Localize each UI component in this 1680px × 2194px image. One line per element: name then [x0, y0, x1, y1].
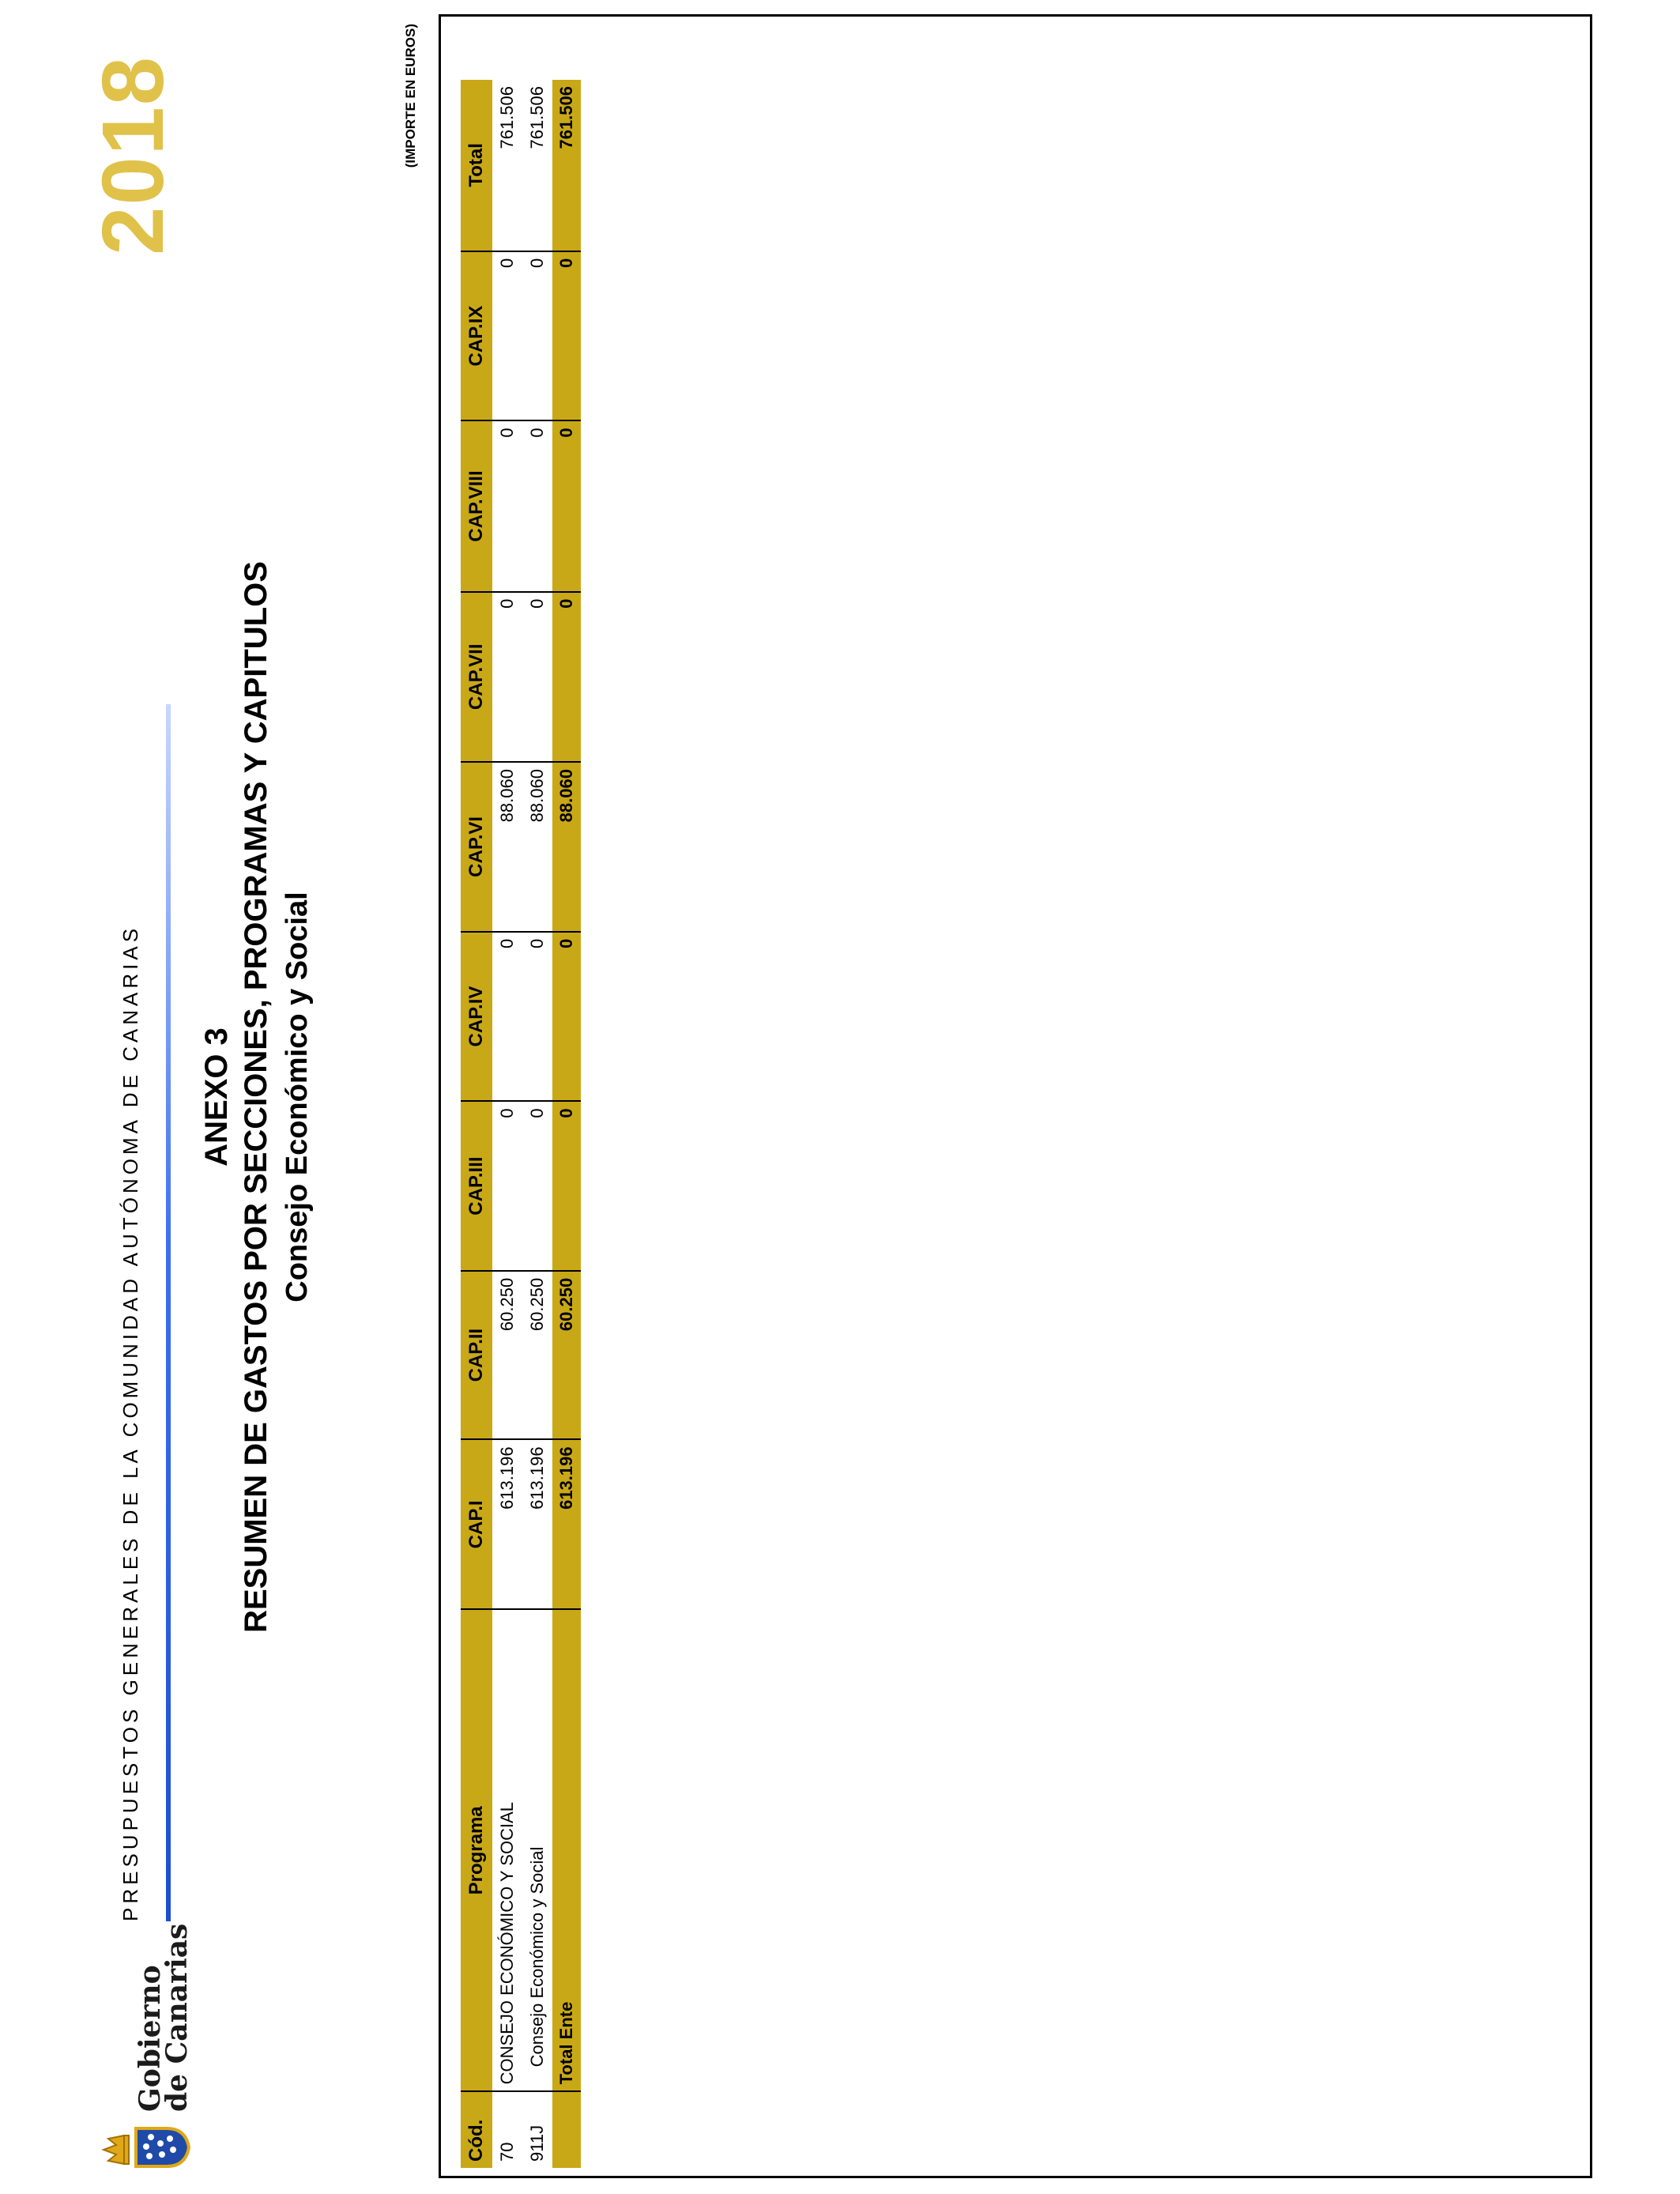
- coat-of-arms-icon: [134, 2126, 190, 2169]
- cell-cap-ix: 0: [552, 251, 581, 421]
- cell-cap-iii: 0: [552, 1101, 581, 1270]
- column-header: Cód.: [461, 2091, 492, 2168]
- column-header: CAP.VIII: [461, 420, 492, 591]
- cell-cod: 911J: [527, 2124, 547, 2162]
- cell-programa: CONSEJO ECONÓMICO Y SOCIAL: [492, 1609, 522, 2091]
- cell-total: 761.506: [552, 80, 581, 251]
- cell-cap-i: 613.196: [552, 1439, 581, 1609]
- budget-year: 2018: [85, 55, 182, 255]
- cell-cap-vii: 0: [552, 592, 581, 762]
- header-rule: [166, 704, 171, 1921]
- organization-header: PRESUPUESTOS GENERALES DE LA COMUNIDAD AUTÓNOMA DE CANARIAS: [119, 924, 142, 1921]
- column-header: CAP.III: [461, 1101, 492, 1270]
- cell-cap-vi: 88.060: [522, 762, 552, 932]
- cell-programa: Consejo Económico y Social: [522, 1609, 552, 2091]
- cell-cap-iii: 0: [522, 1101, 552, 1270]
- section-title: Consejo Económico y Social: [281, 892, 314, 1302]
- table-header-row: [461, 80, 492, 2168]
- report-title: RESUMEN DE GASTOS POR SECCIONES, PROGRAMAS Y CAPITULOS: [239, 561, 273, 1633]
- column-header: CAP.I: [461, 1439, 492, 1609]
- units-note: (IMPORTE EN EUROS): [403, 24, 418, 168]
- cell-cap-ii: 60.250: [522, 1271, 552, 1440]
- total-row: [552, 80, 581, 2168]
- cell-total: 761.506: [522, 80, 552, 251]
- cell-cap-i: 613.196: [492, 1439, 522, 1609]
- logo-line-2: de Canarias: [160, 1923, 194, 2112]
- cell-cap-ix: 0: [492, 251, 522, 421]
- column-header: Programa: [461, 1609, 492, 2091]
- cell-total-label: Total Ente: [552, 1609, 581, 2091]
- cell-cap-vii: 0: [522, 592, 552, 762]
- column-header: CAP.IX: [461, 251, 492, 421]
- crown-icon: [97, 2132, 132, 2167]
- logo-line-1: Gobierno: [134, 1965, 167, 2112]
- expense-summary-table: [461, 80, 581, 2168]
- cell-cap-i: 613.196: [522, 1439, 552, 1609]
- cell-cap-iv: 0: [522, 932, 552, 1102]
- cell-cap-vii: 0: [492, 592, 522, 762]
- column-header: CAP.II: [461, 1271, 492, 1440]
- table-row: [492, 80, 522, 2168]
- cell-total: 761.506: [492, 80, 522, 251]
- annex-title: ANEXO 3: [199, 1027, 234, 1167]
- cell-cap-iv: 0: [552, 932, 581, 1102]
- table-row: [522, 80, 552, 2168]
- column-header: CAP.VII: [461, 592, 492, 762]
- cell-cap-viii: 0: [552, 420, 581, 591]
- cell-cap-vi: 88.060: [492, 762, 522, 932]
- cell-cap-vi: 88.060: [552, 762, 581, 932]
- cell-cap-viii: 0: [522, 420, 552, 591]
- gobierno-de-canarias-logo: [83, 1891, 202, 2175]
- table-frame: [439, 14, 1592, 2178]
- column-header: Total: [461, 80, 492, 251]
- cell-cap-iii: 0: [492, 1101, 522, 1270]
- cell-cap-ix: 0: [522, 251, 552, 421]
- column-header: CAP.IV: [461, 932, 492, 1102]
- cell-cap-viii: 0: [492, 420, 522, 591]
- title-block: [198, 0, 318, 2194]
- cell-cap-ii: 60.250: [552, 1271, 581, 1440]
- cell-cod: 70: [497, 2142, 517, 2162]
- column-header: CAP.VI: [461, 762, 492, 932]
- cell-cap-iv: 0: [492, 932, 522, 1102]
- cell-cod: [552, 2091, 581, 2168]
- cell-cap-ii: 60.250: [492, 1271, 522, 1440]
